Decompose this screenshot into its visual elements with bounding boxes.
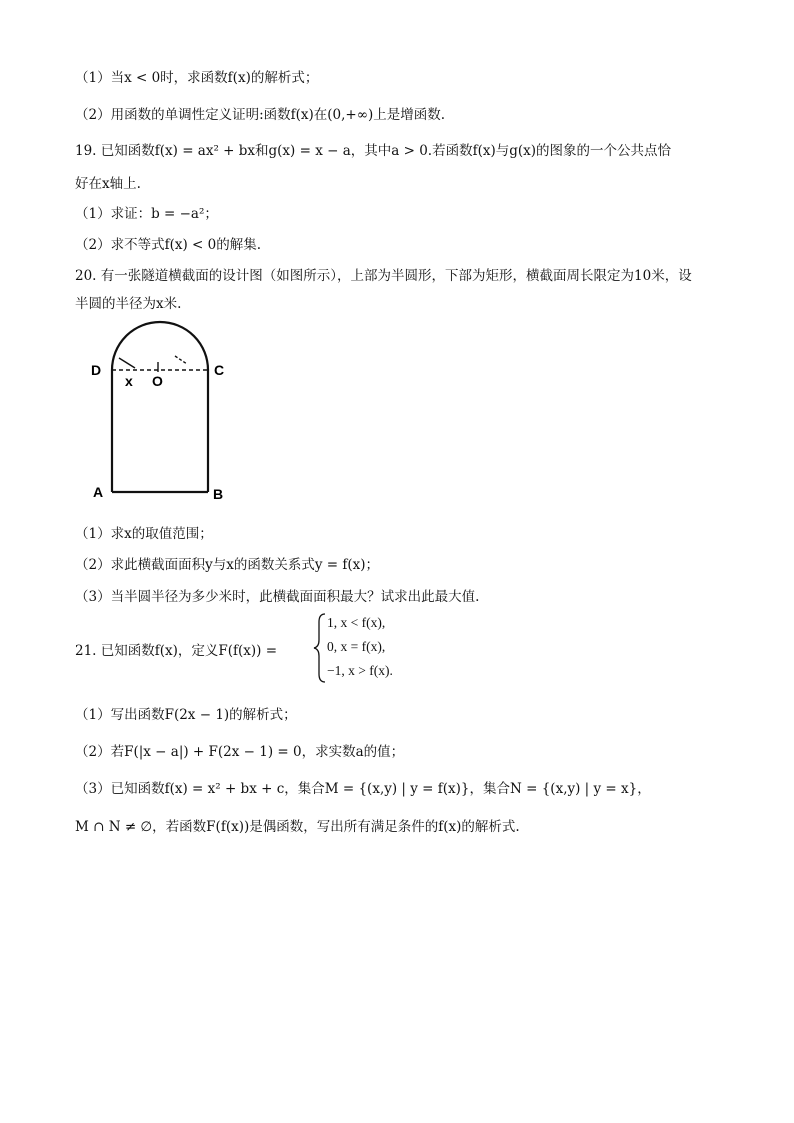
- radius-mark-right: [175, 356, 187, 364]
- cases-brace: [313, 612, 327, 684]
- q20-stem-line1: 20. 有一张隧道横截面的设计图（如图所示），上部为半圆形，下部为矩形，横截面周长限定为10米，设: [75, 268, 692, 284]
- q21-part3-line1: （3）已知函数f(x) = x² + bx + c，集合M = {(x,y) | y = f(x)}，集合N = {(x,y) | y = x}，: [75, 781, 651, 797]
- q21-part3-line2: M ∩ N ≠ ∅，若函数F(f(x))是偶函数，写出所有满足条件的f(x)的解析式.: [75, 819, 520, 835]
- q19-part1: （1）求证：b = −a²；: [75, 206, 218, 222]
- label-O: O: [152, 373, 163, 389]
- label-C: C: [214, 362, 225, 378]
- tunnel-cross-section-figure: [85, 312, 235, 508]
- q21-case3: −1, x > f(x).: [327, 663, 393, 678]
- q20-part1: （1）求x的取值范围；: [75, 526, 213, 542]
- label-D: D: [91, 362, 102, 378]
- q21-case1: 1, x < f(x),: [327, 615, 386, 630]
- q19-stem-line1: 19. 已知函数f(x) = ax² + bx和g(x) = x − a，其中a > 0.若函数f(x)与g(x)的图象的一个公共点恰: [75, 143, 672, 159]
- q20-part2: （2）求此横截面面积y与x的函数关系式y = f(x)；: [75, 557, 379, 573]
- q21-stem: 21. 已知函数f(x)，定义F(f(x)) =: [75, 643, 278, 659]
- q19-part2: （2）求不等式f(x) < 0的解集.: [75, 237, 262, 253]
- label-B: B: [213, 486, 224, 502]
- q18-part2: （2）用函数的单调性定义证明:函数f(x)在(0,+∞)上是增函数.: [75, 107, 446, 123]
- q20-part3: （3）当半圆半径为多少米时，此横截面面积最大？试求出此最大值.: [75, 589, 480, 605]
- label-A: A: [93, 484, 104, 500]
- q18-part1: （1）当x < 0时，求函数f(x)的解析式；: [75, 70, 319, 86]
- q19-stem-line2: 好在x轴上.: [75, 176, 141, 192]
- q21-case2: 0, x = f(x),: [327, 639, 386, 654]
- radius-mark-left: [119, 358, 135, 368]
- q20-stem-line2: 半圆的半径为x米.: [75, 296, 182, 312]
- q21-part1: （1）写出函数F(2x − 1)的解析式；: [75, 707, 297, 723]
- q21-part2: （2）若F(|x − a|) + F(2x − 1) = 0，求实数a的值；: [75, 744, 405, 760]
- label-x: x: [125, 373, 133, 389]
